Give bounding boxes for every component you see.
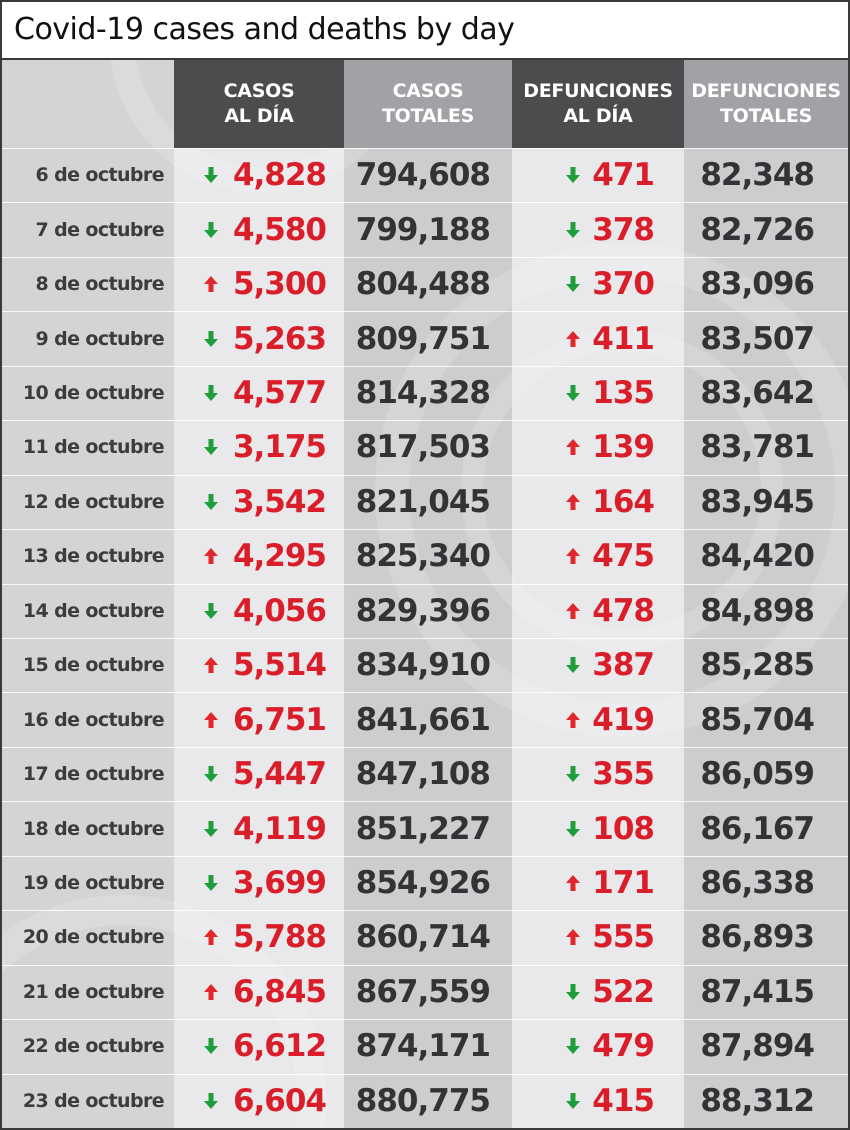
arrow-up-icon bbox=[204, 712, 218, 728]
cases-day-value bbox=[174, 856, 326, 910]
row-date-text: 7 de octubre bbox=[35, 218, 164, 241]
row-date-text: 17 de octubre bbox=[22, 763, 164, 786]
arrow-down-icon bbox=[204, 875, 218, 891]
row-date bbox=[2, 529, 164, 583]
page-title: Covid-19 cases and deaths by day bbox=[14, 12, 515, 47]
deaths-total-value-text: 85,285 bbox=[700, 647, 814, 684]
table-row bbox=[2, 1019, 848, 1073]
cases-total-value-text: 817,503 bbox=[355, 429, 490, 466]
cases-day-value bbox=[174, 475, 326, 529]
cases-total-value-text: 860,714 bbox=[355, 919, 490, 956]
deaths-day-value bbox=[512, 856, 654, 910]
row-date-text: 20 de octubre bbox=[22, 926, 164, 949]
deaths-total-value bbox=[684, 692, 814, 746]
cases-total-value bbox=[344, 202, 490, 256]
arrow-down-icon bbox=[204, 222, 218, 238]
arrow-down-icon bbox=[204, 331, 218, 347]
row-date-text: 23 de octubre bbox=[22, 1089, 164, 1112]
deaths-total-value-text: 83,096 bbox=[700, 266, 814, 303]
deaths-day-value bbox=[512, 366, 654, 420]
cases-day-value-text: 5,263 bbox=[232, 320, 326, 357]
table-row bbox=[2, 202, 848, 256]
deaths-day-value bbox=[512, 1019, 654, 1073]
table-row bbox=[2, 801, 848, 855]
arrow-down-icon bbox=[566, 657, 580, 673]
deaths-total-value-text: 82,348 bbox=[700, 157, 814, 194]
cases-day-value-text: 4,056 bbox=[232, 592, 326, 629]
table-row bbox=[2, 257, 848, 311]
deaths-day-value bbox=[512, 202, 654, 256]
deaths-day-value-text: 139 bbox=[592, 429, 654, 466]
row-date-text: 12 de octubre bbox=[22, 490, 164, 513]
deaths-total-value bbox=[684, 910, 814, 964]
row-date bbox=[2, 148, 164, 202]
arrow-down-icon bbox=[204, 385, 218, 401]
deaths-day-value bbox=[512, 692, 654, 746]
arrow-down-icon bbox=[204, 766, 218, 782]
arrow-down-icon bbox=[566, 385, 580, 401]
arrow-up-icon bbox=[566, 494, 580, 510]
deaths-day-value-text: 471 bbox=[592, 157, 654, 194]
row-date-text: 11 de octubre bbox=[22, 436, 164, 459]
table-row bbox=[2, 366, 848, 420]
cases-total-value bbox=[344, 910, 490, 964]
deaths-day-value bbox=[512, 965, 654, 1019]
table-row bbox=[2, 584, 848, 638]
deaths-total-value bbox=[684, 366, 814, 420]
cases-day-value-text: 4,577 bbox=[232, 374, 326, 411]
row-date bbox=[2, 584, 164, 638]
cases-day-value-text: 6,751 bbox=[232, 701, 326, 738]
cases-day-value bbox=[174, 965, 326, 1019]
deaths-day-value-text: 370 bbox=[592, 266, 654, 303]
row-date-text: 21 de octubre bbox=[22, 980, 164, 1003]
deaths-total-value-text: 85,704 bbox=[700, 701, 814, 738]
cases-total-value-text: 851,227 bbox=[355, 810, 490, 847]
deaths-day-value bbox=[512, 910, 654, 964]
cases-total-value bbox=[344, 311, 490, 365]
title-bar bbox=[2, 2, 848, 60]
deaths-total-value bbox=[684, 584, 814, 638]
arrow-down-icon bbox=[566, 984, 580, 1000]
deaths-day-value-text: 411 bbox=[592, 320, 654, 357]
deaths-total-value bbox=[684, 1019, 814, 1073]
deaths-day-value bbox=[512, 1074, 654, 1128]
row-date bbox=[2, 420, 164, 474]
row-date bbox=[2, 202, 164, 256]
deaths-day-value-text: 522 bbox=[592, 973, 654, 1010]
cases-total-value-text: 854,926 bbox=[355, 864, 490, 901]
table-row bbox=[2, 529, 848, 583]
cases-total-value bbox=[344, 584, 490, 638]
row-date bbox=[2, 475, 164, 529]
deaths-total-value bbox=[684, 475, 814, 529]
row-date bbox=[2, 1074, 164, 1128]
cases-total-value bbox=[344, 475, 490, 529]
arrow-down-icon bbox=[204, 821, 218, 837]
deaths-total-value bbox=[684, 965, 814, 1019]
row-date bbox=[2, 856, 164, 910]
cases-day-value bbox=[174, 148, 326, 202]
cases-day-value bbox=[174, 910, 326, 964]
arrow-up-icon bbox=[566, 929, 580, 945]
row-date-text: 13 de octubre bbox=[22, 545, 164, 568]
cases-total-value bbox=[344, 1074, 490, 1128]
cases-day-value-text: 6,845 bbox=[232, 973, 326, 1010]
deaths-day-value bbox=[512, 311, 654, 365]
arrow-up-icon bbox=[566, 712, 580, 728]
cases-total-value-text: 814,328 bbox=[355, 374, 490, 411]
deaths-total-value-text: 88,312 bbox=[700, 1082, 814, 1119]
arrow-down-icon bbox=[204, 603, 218, 619]
cases-total-value-text: 794,608 bbox=[355, 157, 490, 194]
arrow-down-icon bbox=[566, 766, 580, 782]
cases-total-value bbox=[344, 366, 490, 420]
deaths-day-value bbox=[512, 257, 654, 311]
cases-total-value bbox=[344, 801, 490, 855]
cases-total-value-text: 847,108 bbox=[355, 756, 490, 793]
deaths-day-value-text: 135 bbox=[592, 374, 654, 411]
cases-day-value bbox=[174, 366, 326, 420]
deaths-total-value-text: 83,507 bbox=[700, 320, 814, 357]
deaths-day-value-text: 479 bbox=[592, 1028, 654, 1065]
arrow-down-icon bbox=[566, 276, 580, 292]
arrow-down-icon bbox=[566, 222, 580, 238]
arrow-down-icon bbox=[566, 1093, 580, 1109]
row-date-text: 19 de octubre bbox=[22, 871, 164, 894]
deaths-total-value bbox=[684, 148, 814, 202]
row-date-text: 14 de octubre bbox=[22, 599, 164, 622]
arrow-down-icon bbox=[204, 1093, 218, 1109]
deaths-total-value-text: 82,726 bbox=[700, 211, 814, 248]
header-deaths-total: DEFUNCIONES TOTALES bbox=[684, 60, 848, 148]
row-date-text: 22 de octubre bbox=[22, 1035, 164, 1058]
cases-total-value-text: 880,775 bbox=[355, 1082, 490, 1119]
deaths-total-value-text: 87,415 bbox=[700, 973, 814, 1010]
row-date-text: 8 de octubre bbox=[35, 273, 164, 296]
cases-total-value-text: 874,171 bbox=[355, 1028, 490, 1065]
cases-day-value bbox=[174, 257, 326, 311]
row-date bbox=[2, 692, 164, 746]
deaths-total-value bbox=[684, 257, 814, 311]
row-date bbox=[2, 747, 164, 801]
table-row bbox=[2, 420, 848, 474]
cases-total-value-text: 809,751 bbox=[355, 320, 490, 357]
deaths-total-value-text: 86,338 bbox=[700, 864, 814, 901]
deaths-total-value bbox=[684, 856, 814, 910]
row-date-text: 18 de octubre bbox=[22, 817, 164, 840]
table-row bbox=[2, 638, 848, 692]
deaths-day-value-text: 475 bbox=[592, 538, 654, 575]
arrow-up-icon bbox=[566, 331, 580, 347]
deaths-day-value-text: 171 bbox=[592, 864, 654, 901]
deaths-total-value-text: 83,642 bbox=[700, 374, 814, 411]
cases-day-value-text: 3,699 bbox=[232, 864, 326, 901]
arrow-down-icon bbox=[566, 167, 580, 183]
deaths-day-value bbox=[512, 529, 654, 583]
deaths-total-value bbox=[684, 1074, 814, 1128]
arrow-up-icon bbox=[204, 657, 218, 673]
arrow-down-icon bbox=[566, 821, 580, 837]
cases-day-value bbox=[174, 638, 326, 692]
arrow-down-icon bbox=[204, 494, 218, 510]
deaths-day-value bbox=[512, 148, 654, 202]
cases-total-value-text: 829,396 bbox=[355, 592, 490, 629]
header-cases-total: CASOS TOTALES bbox=[344, 60, 512, 148]
arrow-down-icon bbox=[204, 167, 218, 183]
arrow-up-icon bbox=[204, 548, 218, 564]
arrow-up-icon bbox=[566, 548, 580, 564]
cases-day-value-text: 5,514 bbox=[232, 647, 326, 684]
cases-total-value bbox=[344, 1019, 490, 1073]
cases-day-value-text: 4,580 bbox=[232, 211, 326, 248]
table-row bbox=[2, 148, 848, 202]
cases-day-value bbox=[174, 420, 326, 474]
header-deaths-day: DEFUNCIONES AL DÍA bbox=[512, 60, 684, 148]
cases-total-value bbox=[344, 529, 490, 583]
row-date bbox=[2, 910, 164, 964]
cases-day-value bbox=[174, 747, 326, 801]
cases-total-value-text: 867,559 bbox=[355, 973, 490, 1010]
table-row bbox=[2, 910, 848, 964]
deaths-day-value-text: 164 bbox=[592, 483, 654, 520]
arrow-up-icon bbox=[566, 875, 580, 891]
deaths-total-value bbox=[684, 420, 814, 474]
table-row bbox=[2, 747, 848, 801]
row-date bbox=[2, 801, 164, 855]
row-date bbox=[2, 311, 164, 365]
deaths-day-value-text: 108 bbox=[592, 810, 654, 847]
cases-total-value bbox=[344, 747, 490, 801]
deaths-day-value bbox=[512, 747, 654, 801]
row-date bbox=[2, 638, 164, 692]
deaths-day-value-text: 478 bbox=[592, 592, 654, 629]
cases-day-value bbox=[174, 311, 326, 365]
deaths-total-value bbox=[684, 747, 814, 801]
deaths-total-value-text: 86,059 bbox=[700, 756, 814, 793]
cases-total-value bbox=[344, 420, 490, 474]
row-date-text: 9 de octubre bbox=[35, 327, 164, 350]
cases-day-value-text: 4,119 bbox=[232, 810, 326, 847]
header-cases-day: CASOS AL DÍA bbox=[174, 60, 344, 148]
deaths-total-value-text: 86,167 bbox=[700, 810, 814, 847]
deaths-total-value-text: 87,894 bbox=[700, 1028, 814, 1065]
table-row bbox=[2, 692, 848, 746]
table-row bbox=[2, 965, 848, 1019]
cases-day-value bbox=[174, 1019, 326, 1073]
cases-day-value bbox=[174, 1074, 326, 1128]
deaths-day-value-text: 415 bbox=[592, 1082, 654, 1119]
cases-day-value-text: 5,788 bbox=[232, 919, 326, 956]
deaths-day-value bbox=[512, 420, 654, 474]
cases-day-value-text: 6,604 bbox=[232, 1082, 326, 1119]
cases-day-value bbox=[174, 801, 326, 855]
cases-total-value-text: 799,188 bbox=[355, 211, 490, 248]
table-row bbox=[2, 475, 848, 529]
cases-total-value-text: 841,661 bbox=[355, 701, 490, 738]
arrow-down-icon bbox=[204, 439, 218, 455]
arrow-up-icon bbox=[566, 603, 580, 619]
deaths-total-value-text: 84,898 bbox=[700, 592, 814, 629]
row-date bbox=[2, 366, 164, 420]
cases-day-value bbox=[174, 584, 326, 638]
deaths-day-value bbox=[512, 584, 654, 638]
cases-day-value-text: 3,175 bbox=[232, 429, 326, 466]
cases-total-value bbox=[344, 856, 490, 910]
arrow-down-icon bbox=[566, 1038, 580, 1054]
deaths-total-value bbox=[684, 311, 814, 365]
cases-total-value bbox=[344, 257, 490, 311]
cases-day-value-text: 6,612 bbox=[232, 1028, 326, 1065]
row-date bbox=[2, 965, 164, 1019]
cases-total-value-text: 821,045 bbox=[355, 483, 490, 520]
row-date-text: 10 de octubre bbox=[22, 381, 164, 404]
deaths-total-value-text: 86,893 bbox=[700, 919, 814, 956]
cases-total-value bbox=[344, 965, 490, 1019]
deaths-day-value bbox=[512, 801, 654, 855]
deaths-total-value-text: 83,945 bbox=[700, 483, 814, 520]
deaths-total-value bbox=[684, 801, 814, 855]
cases-total-value bbox=[344, 692, 490, 746]
deaths-day-value bbox=[512, 638, 654, 692]
cases-day-value-text: 4,295 bbox=[232, 538, 326, 575]
cases-day-value bbox=[174, 692, 326, 746]
table-row bbox=[2, 856, 848, 910]
arrow-up-icon bbox=[204, 276, 218, 292]
table-row bbox=[2, 311, 848, 365]
deaths-total-value-text: 83,781 bbox=[700, 429, 814, 466]
deaths-total-value bbox=[684, 202, 814, 256]
cases-total-value-text: 804,488 bbox=[355, 266, 490, 303]
row-date-text: 6 de octubre bbox=[35, 164, 164, 187]
arrow-up-icon bbox=[566, 439, 580, 455]
row-date bbox=[2, 1019, 164, 1073]
row-date-text: 15 de octubre bbox=[22, 654, 164, 677]
cases-day-value bbox=[174, 202, 326, 256]
deaths-day-value-text: 419 bbox=[592, 701, 654, 738]
data-table bbox=[2, 60, 848, 1128]
cases-total-value-text: 825,340 bbox=[355, 538, 490, 575]
deaths-day-value-text: 378 bbox=[592, 211, 654, 248]
row-date bbox=[2, 257, 164, 311]
row-date-text: 16 de octubre bbox=[22, 708, 164, 731]
deaths-total-value bbox=[684, 638, 814, 692]
deaths-day-value-text: 355 bbox=[592, 756, 654, 793]
table-row bbox=[2, 1074, 848, 1128]
cases-total-value bbox=[344, 148, 490, 202]
arrow-down-icon bbox=[204, 1038, 218, 1054]
cases-day-value-text: 5,447 bbox=[232, 756, 326, 793]
cases-total-value bbox=[344, 638, 490, 692]
cases-day-value bbox=[174, 529, 326, 583]
arrow-up-icon bbox=[204, 984, 218, 1000]
deaths-day-value-text: 387 bbox=[592, 647, 654, 684]
cases-total-value-text: 834,910 bbox=[355, 647, 490, 684]
deaths-day-value bbox=[512, 475, 654, 529]
cases-day-value-text: 4,828 bbox=[232, 157, 326, 194]
deaths-total-value-text: 84,420 bbox=[700, 538, 814, 575]
deaths-day-value-text: 555 bbox=[592, 919, 654, 956]
arrow-up-icon bbox=[204, 929, 218, 945]
deaths-total-value bbox=[684, 529, 814, 583]
cases-day-value-text: 3,542 bbox=[232, 483, 326, 520]
cases-day-value-text: 5,300 bbox=[232, 266, 326, 303]
